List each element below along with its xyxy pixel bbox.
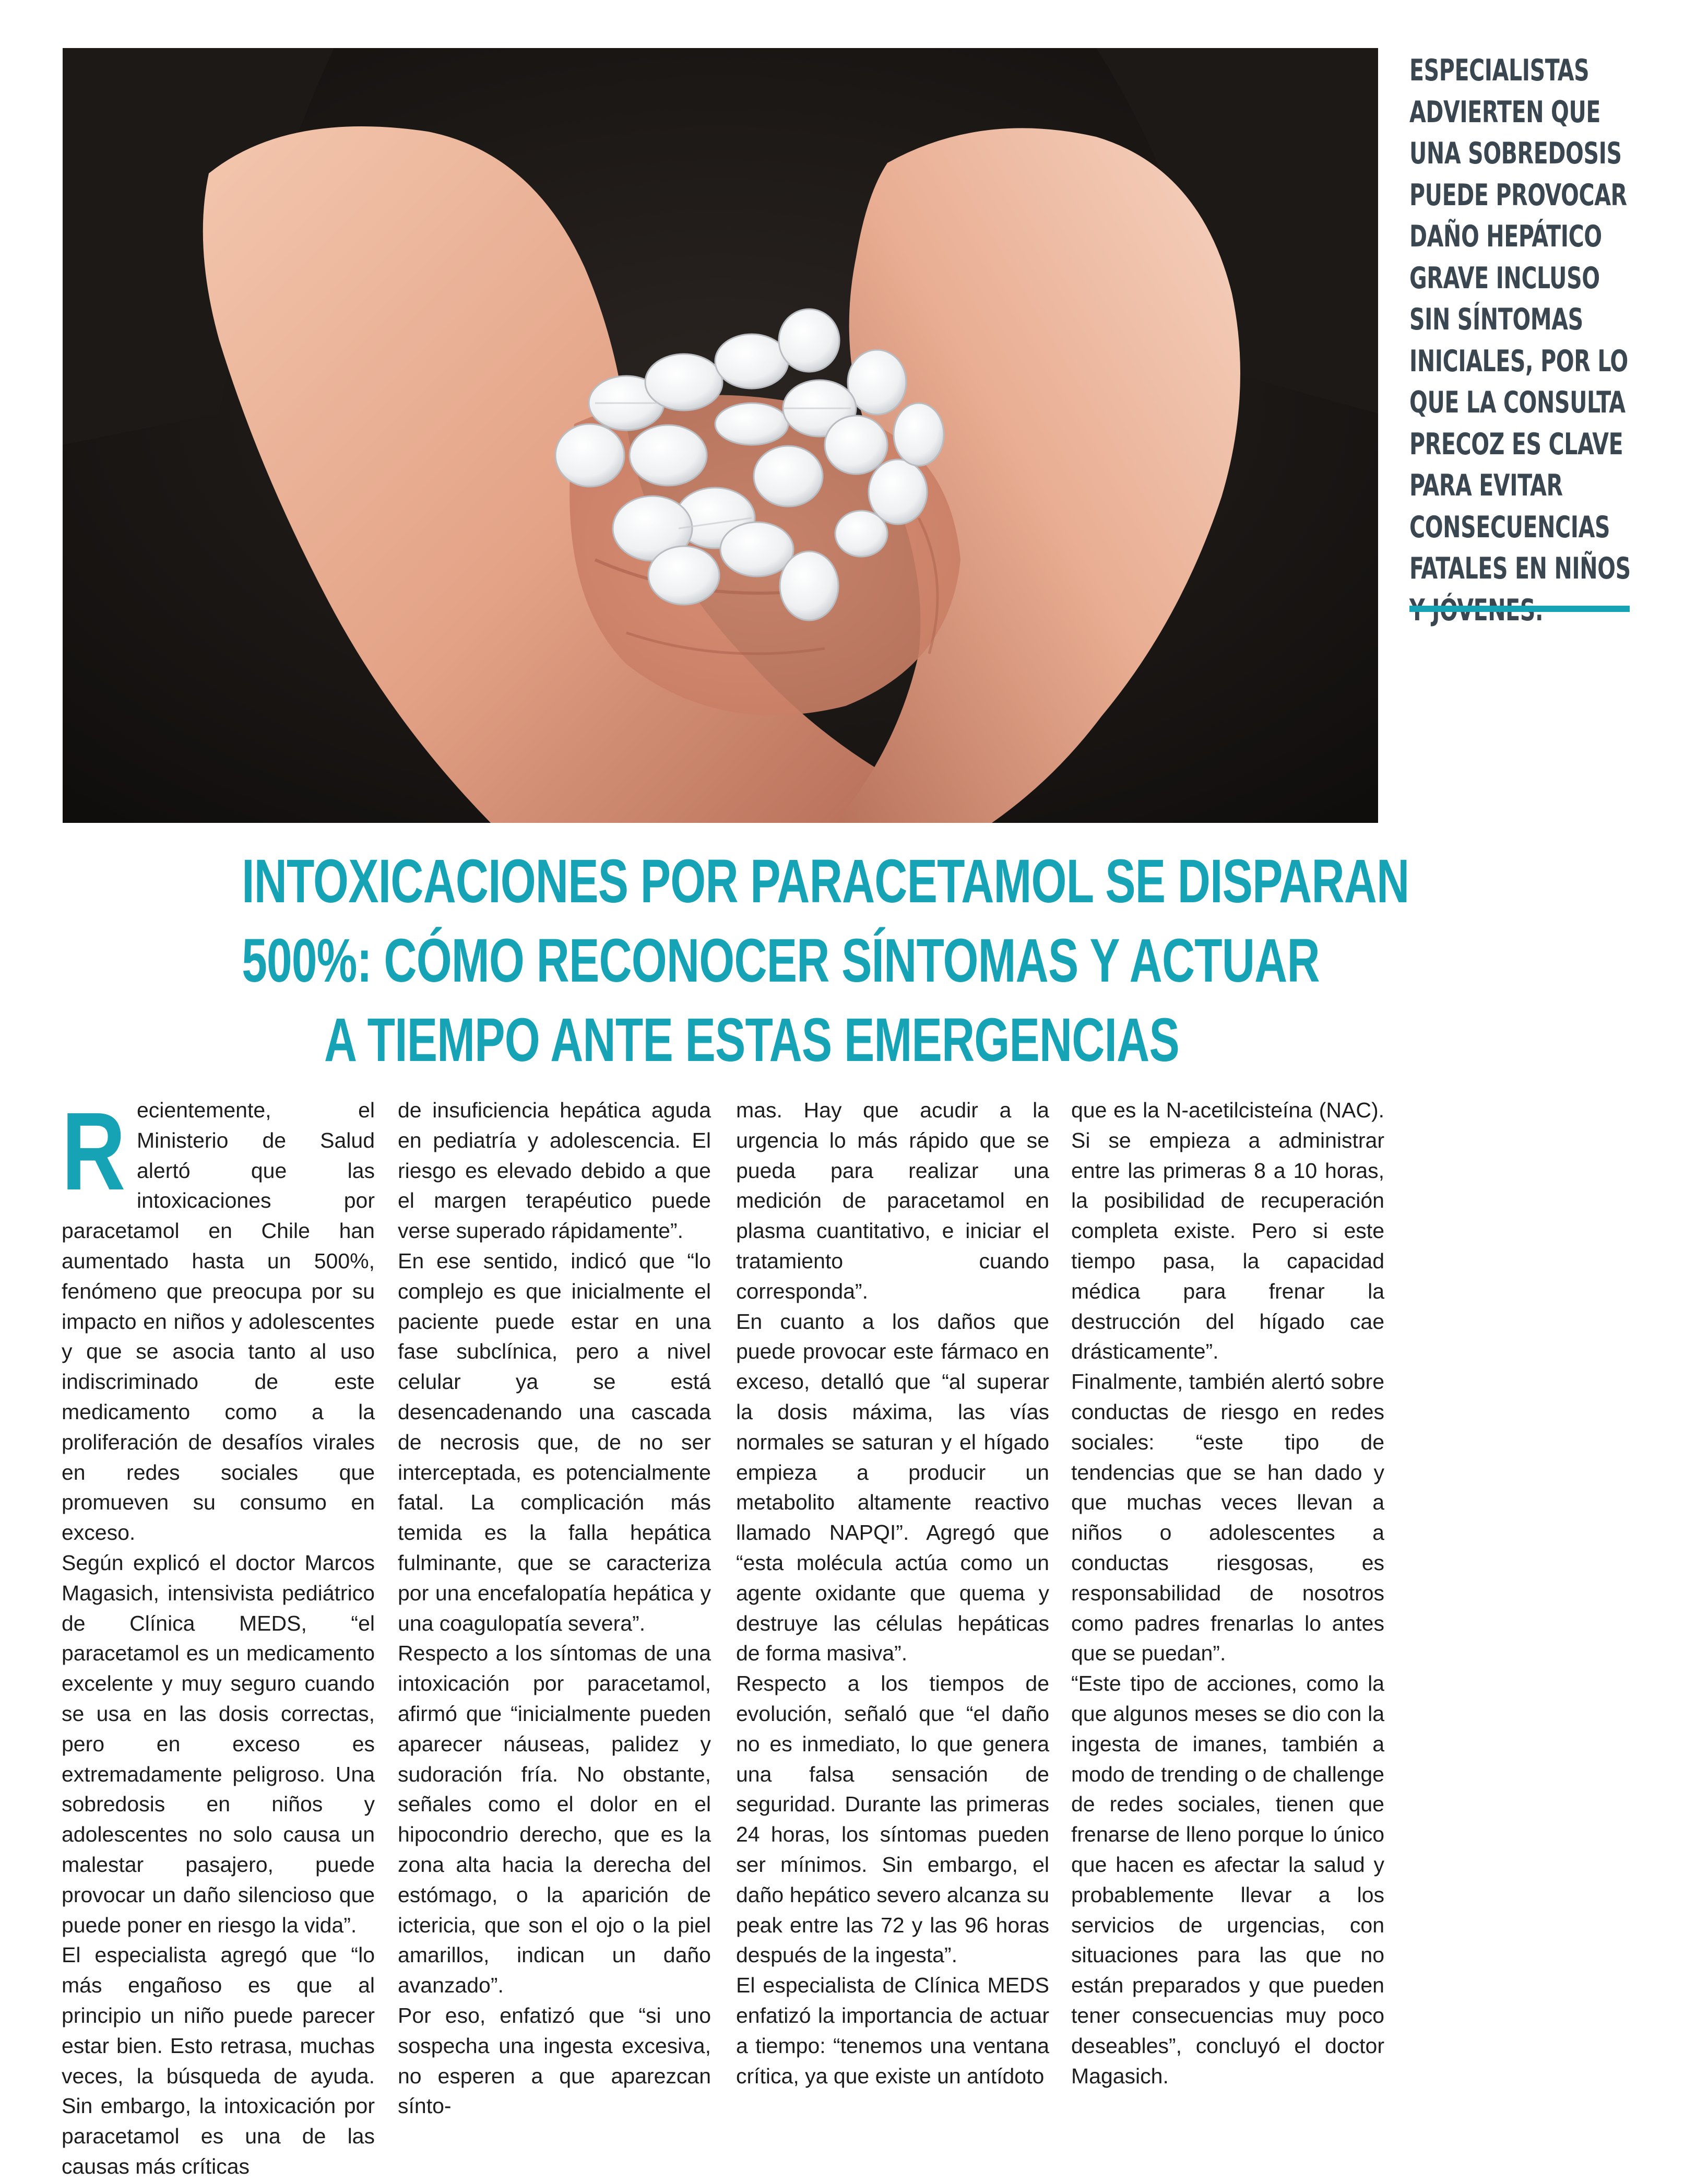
paragraph: En ese sentido, indicó que “lo complejo es que inicialmente el paciente puede estar en una fase subclínica, pero a nivel celular ya se está desencadenando una cascada de necrosis que, de no ser interceptada, es potencialmente fatal. La complicación más temida es la falla hepática fulminante, que se caracteriza por una encefalopatía hepática y una coagulopatía severa”. [398, 1248, 711, 1635]
paragraph: de insuficiencia hepática aguda en pediatría y adolescencia. El riesgo es elevado debido a que el margen terapéutico puede verse superado rápidamente”. [398, 1098, 711, 1243]
paragraph: Finalmente, también alertó sobre conductas de riesgo en redes sociales: “este tipo de tendencias que se han dado y que muchas veces llevan a niños o adolescentes a conductas riesgosas, es responsabilidad de nosotros como padres frenarlas lo antes que se puedan”. [1071, 1370, 1384, 1666]
paragraph: Por eso, enfatizó que “si uno sospecha una ingesta excesiva, no esperen a que aparezcan sínto- [398, 2003, 711, 2118]
paragraph: En cuanto a los daños que puede provocar este fármaco en exceso, detalló que “al superar la dosis máxima, las vías normales se saturan y el hígado empieza a producir un metabolito altamente reactivo llamado NAPQI”. Agregó que “esta molécula actúa como un agente oxidante que quema y destruye las células hepáticas de forma masiva”. [736, 1309, 1049, 1666]
paragraph: que es la N-acetilcisteína (NAC). Si se empieza a administrar entre las primeras 8 a 10 horas, la posibilidad de recuperación completa existe. Pero si este tiempo pasa, la capacidad médica para frenar la destrucción del hígado cae drásticamente”. [1071, 1098, 1384, 1364]
paragraph: mas. Hay que acudir a la urgencia lo más rápido que se pueda para realizar una medición de paracetamol en plasma cuantitativo, e iniciar el tratamiento cuando corresponda”. [736, 1098, 1049, 1303]
paragraph: “Este tipo de acciones, como la que algunos meses se dio con la ingesta de imanes, también a modo de trending o de challenge de redes sociales, tienen que frenarse de lleno porque lo único que hacen es afectar la salud y probablemente llevar a los servicios de urgencias, con situaciones para las que no están preparados y que pueden tener consecuencias muy poco deseables”, concluyó el doctor Magasich. [1071, 1671, 1384, 2088]
paragraph: Respecto a los síntomas de una intoxicación por paracetamol, afirmó que “inicialmente pueden aparecer náuseas, palidez y sudoración fría. No obstante, señales como el dolor en el hipocondrio derecho, que es la zona alta hacia la derecha del estómago, o la aparición de ictericia, que son el ojo o la piel amarillos, indican un daño avanzado”. [398, 1641, 711, 1998]
pull-quote-text: ESPECIALISTAS ADVIERTEN QUE UNA SOBREDOSIS PUEDE PROVOCAR DAÑO HEPÁTICO GRAVE INCLUSO SIN SÍNTOMAS INICIALES, POR LO QUE LA CONSULTA PRECOZ ES CLAVE PARA EVITAR CONSECUENCIAS FATALES EN NIÑOS [1409, 53, 1631, 586]
article-headline [63, 842, 1441, 1080]
paragraph: El especialista agregó que “lo más engañoso es que al principio un niño puede parecer estar bien. Esto retrasa, muchas veces, la búsqueda de ayuda. Sin embargo, la intoxicación por paracetamol es una de las causas más críticas [62, 1943, 375, 2178]
paragraph: Recientemente, el Ministerio de Salud alertó que las intoxicaciones por paracetamol en Chile han aumentado hasta un 500%, fenómeno que preocupa por su impacto en niños y adolescentes y que se asocia tanto al uso indiscriminado de este medicamento como a la proliferación de desafíos virales en redes sociales que promueven su consumo en exceso. [62, 1089, 375, 1545]
column-4 [1071, 1095, 1384, 2091]
paragraph: El especialista de Clínica MEDS enfatizó la importancia de actuar a tiempo: “tenemos una ventana crítica, ya que existe un antídoto [736, 1973, 1049, 2088]
headline-line-2: 500%: CÓMO RECONOCER SÍNTOMAS Y ACTUAR [242, 926, 1320, 995]
column-2 [398, 1095, 711, 2121]
headline-line-1: INTOXICACIONES POR PARACETAMOL SE DISPARAN [242, 847, 1409, 916]
headline-line-3: A TIEMPO ANTE ESTAS EMERGENCIAS [324, 1006, 1179, 1075]
hands-holding-pills-photo [63, 48, 1378, 823]
paragraph: Respecto a los tiempos de evolución, señaló que “el daño no es inmediato, lo que genera una falsa sensación de seguridad. Durante las primeras 24 horas, los síntomas pueden ser mínimos. Sin embargo, el daño hepático severo alcanza su peak entre las 72 y las 96 horas después de la ingesta”. [736, 1671, 1049, 1967]
column-3 [736, 1095, 1049, 2091]
pull-quote-divider [1409, 606, 1630, 612]
article-photo [63, 48, 1378, 823]
paragraph: Según explicó el doctor Marcos Magasich, intensivista pediátrico de Clínica MEDS, “el paracetamol es un medicamento excelente y muy seguro cuando se usa en las dosis correctas, pero en exceso es extremadamente peligroso. Una sobredosis en niños y adolescentes no solo causa un malestar pasajero, puede provocar un daño silencioso que puede poner en riesgo la vida”. [62, 1550, 375, 1937]
column-1 [62, 1089, 375, 2182]
article-body [0, 1089, 1708, 2178]
drop-cap: R [62, 1089, 126, 1213]
sidebar-pull-quote [1409, 50, 1634, 631]
